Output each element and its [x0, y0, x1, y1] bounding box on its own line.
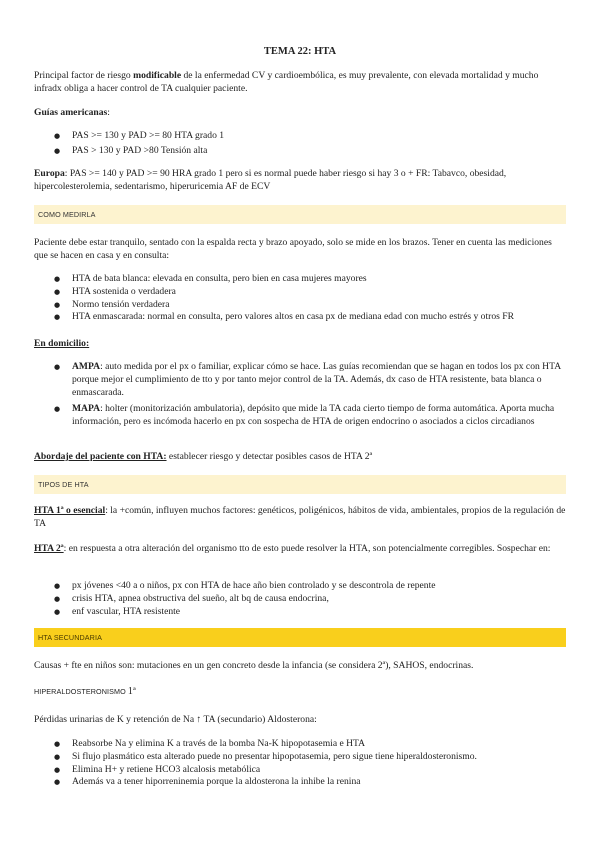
- list-item: ● HTA sostenida o verdadera: [34, 286, 566, 299]
- ampa-label: AMPA: [72, 361, 101, 372]
- list-item: ● enf vascular, HTA resistente: [34, 606, 566, 619]
- list-item: ● Elimina H+ y retiene HCO3 alcalosis metabólica: [34, 764, 566, 777]
- europa-text: : PAS >= 140 y PAD >= 90 HRA grado 1 pero si es normal puede haber riesgo si hay 3 o + FR: Tabavco, obesidad, hipercolesterolemia, sedentarismo, hiperuricemia AF de ECV: [34, 168, 507, 192]
- list-item: ● Normo tensión verdadera: [34, 299, 566, 312]
- europa-paragraph: [34, 168, 566, 194]
- list-item: [34, 403, 566, 429]
- list-item: ● HTA enmascarada: normal en consulta, pero valores altos en casa px de mediana edad con mucho estrés y otros FR: [34, 311, 566, 324]
- section-como-medirla: COMO MEDIRLA: [34, 205, 566, 224]
- hiperaldo-number: 1ª: [127, 686, 136, 697]
- hta1-text: : la +común, influyen muchos factores: genéticos, poligénicos, hábitos de vida, ambientales, propios de la regulación de TA: [34, 505, 566, 529]
- page-title: TEMA 22: HTA: [263, 46, 337, 57]
- section-hta-secundaria: HTA SECUNDARIA: [34, 628, 566, 647]
- intro-bold: modificable: [133, 70, 182, 81]
- guias-colon: :: [107, 107, 110, 118]
- hiperaldo-paragraph: [34, 714, 566, 727]
- causas-paragraph: [34, 660, 566, 673]
- section-tipos-hta: TIPOS DE HTA: [34, 475, 566, 494]
- hiperaldo-list: [34, 738, 566, 789]
- hta2-paragraph: [34, 543, 566, 556]
- medir-paragraph: [34, 237, 566, 263]
- medir-list: [34, 273, 566, 324]
- list-item: ● crisis HTA, apnea obstructiva del sueño, alt bq de causa endocrina,: [34, 593, 566, 606]
- mapa-text: : holter (monitorización ambulatoria), depósito que mide la TA cada cierto tiempo de forma automática. Aporta mucha información, pero es incómoda hacerlo en px con sospecha de HTA de origen endocrino o asociados a ciclos circadianos: [72, 403, 555, 428]
- guias-list: [34, 130, 566, 158]
- abordaje-text: establecer riesgo y detectar posibles casos de HTA 2ª: [166, 451, 373, 462]
- hta2-label: HTA 2ª: [34, 543, 64, 554]
- list-item: ● PAS > 130 y PAD >80 Tensión alta: [34, 145, 566, 158]
- list-item: ● Reabsorbe Na y elimina K a través de la bomba Na-K hipopotasemia e HTA: [34, 738, 566, 751]
- abordaje-label: Abordaje del paciente con HTA:: [34, 451, 167, 462]
- list-item: ● Si flujo plasmático esta alterado puede no presentar hipopotasemia, pero sigue tiene hiperaldosteronismo.: [34, 751, 566, 764]
- list-item: ● Además va a tener hiporreninemia porque la aldosterona la inhibe la renina: [34, 776, 566, 789]
- list-item: ● px jóvenes <40 a o niños, px con HTA de hace año bien controlado y se descontrola de repente: [34, 580, 566, 593]
- causas-text: Causas + fte en niños son: mutaciones en un gen concreto desde la infancia (se considera 2ª), SAHOS, endocrinas.: [34, 660, 474, 671]
- abordaje-paragraph: [34, 451, 566, 464]
- list-item: ● HTA de bata blanca: elevada en consulta, pero bien en casa mujeres mayores: [34, 273, 566, 286]
- list-item: ● PAS >= 130 y PAD >= 80 HTA grado 1: [34, 130, 566, 143]
- section-hiperaldosteronismo: [34, 682, 566, 701]
- guias-heading: [34, 107, 566, 120]
- domicilio-heading: [34, 338, 566, 351]
- guias-label: Guías americanas: [34, 107, 108, 118]
- hta2-list: [34, 580, 566, 618]
- hta1-label: HTA 1ª o esencial: [34, 505, 106, 516]
- hta2-text: : en respuesta a otra alteración del organismo tto de esto puede resolver la HTA, son potencialmente corregibles. Sospechar en:: [63, 543, 551, 554]
- domicilio-label: En domicilio:: [34, 338, 90, 349]
- hiperaldo-label: HIPERALDOSTERONISMO: [34, 687, 126, 696]
- intro-post: de la enfermedad CV y cardioembólica, es muy prevalente, con elevada mortalidad y mucho infradx obliga a hacer control de TA cualquier paciente.: [34, 70, 539, 94]
- intro-pre: Principal factor de riesgo: [34, 70, 134, 81]
- domicilio-list: [34, 361, 566, 429]
- hta1-paragraph: [34, 505, 566, 531]
- hiperaldo-text: Pérdidas urinarias de K y retención de Na ↑ TA (secundario) Aldosterona:: [34, 714, 317, 725]
- ampa-text: : auto medida por el px o familiar, explicar cómo se hace. Las guías recomiendan que se hagan en todos los px con HTA porque mejor el cumplimiento de tto y por tanto mejor control de la TA. Además, dx caso de HTA resistente, bata blanca o enmascarada.: [72, 361, 561, 398]
- europa-label: Europa: [34, 168, 65, 179]
- intro-paragraph: [34, 70, 566, 96]
- list-item: [34, 361, 566, 399]
- medir-text: Paciente debe estar tranquilo, sentado con la espalda recta y brazo apoyado, solo se mide en los brazos. Tener en cuenta las mediciones que se hacen en casa y en consulta:: [34, 237, 552, 261]
- mapa-label: MAPA: [72, 403, 101, 415]
